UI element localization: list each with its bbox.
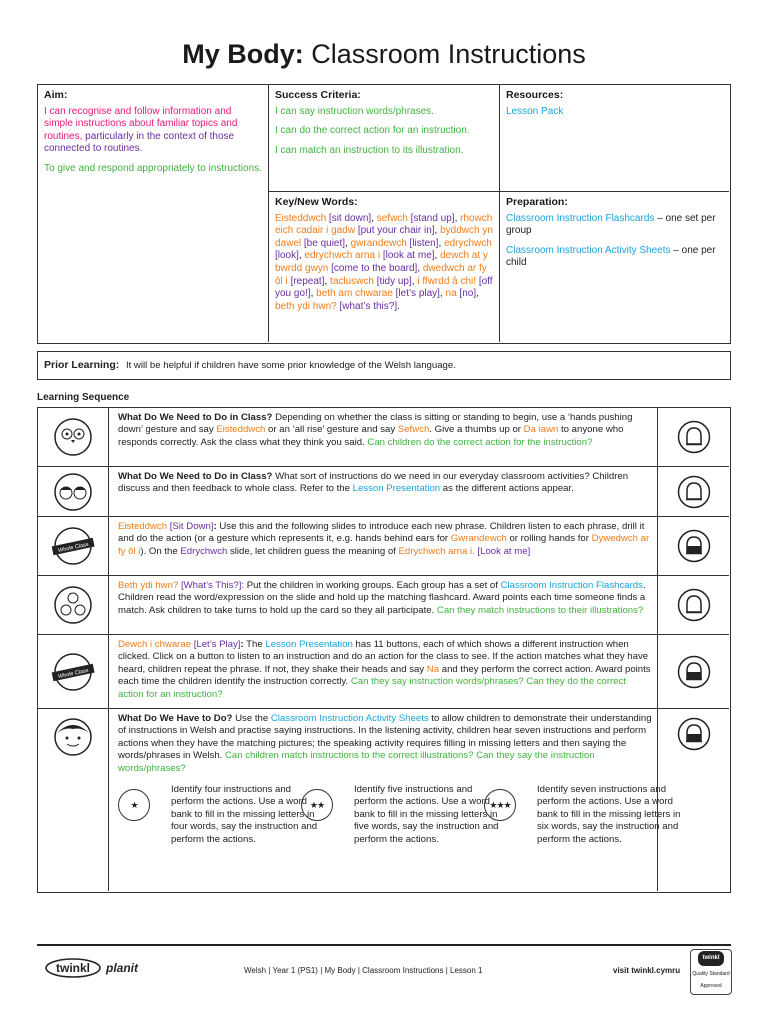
differentiation-text: Identify five instructions and perform the actions. Use a word bank to fill in the missing letters in five words, say the instruction and perform the actions. (354, 784, 499, 845)
sequence-text: Dewch i chwarae [Let’s Play]: The Lesson Presentation has 11 buttons, each of which shows a different instruction when clicked. Click on a button to listen to an instruction and do an action for the class to see. If the action matches what they have heard, children repeat the phrase. If not, they shake their heads and say Na and they perform the correct action. Award points each time the children identify the instruction correctly. Can they say instruction words/phrases? Can they do the correct action for an instruction? (118, 639, 651, 700)
sequence-text: What Do We Need to Do in Class? What sort of instructions do we need in our everyday classroom activities? Children discuss and then feedback to whole class. Refer to the Lesson Presentation as the different actions appear. (118, 471, 629, 495)
keywords-text: Eisteddwch [sit down], sefwch [stand up], rhowch eich cadair i gadw [put your chair in], byddwch yn dawel [be quiet], gwrandewch [listen], edrychwch [look], edrychwch arna i [look at me], dewch at y bwrdd gwyn [come to the board], dwedwch ar fy ôl i [repeat], tacluswch [tidy up], i ffwrdd â chi! [off you go!], beth am chwarae [let’s play], na [no], beth ydi hwn? [what’s this?]. (275, 212, 493, 312)
assessment-bell-icon (657, 635, 729, 708)
page-title: My Body: Classroom Instructions (182, 39, 586, 69)
lesson-overview-table (37, 84, 731, 344)
whole-class-icon (38, 635, 109, 708)
prior-learning-label: Prior Learning: (44, 359, 120, 371)
footer-lesson-info: Welsh | Year 1 (PS1) | My Body | Classroom Instructions | Lesson 1 (244, 966, 483, 975)
aim-text-2: To give and respond appropriately to instructions. (44, 162, 262, 174)
assessment-bell-icon (657, 517, 729, 575)
activity-sheets-link[interactable]: Classroom Instruction Activity Sheets (506, 244, 671, 256)
single-face-icon (38, 709, 109, 891)
sequence-row (38, 576, 729, 635)
assessment-bell-icon (657, 576, 729, 634)
preparation-cell: Preparation: Classroom Instruction Flashcards – one set per group Classroom Instruction Activity Sheets – one per child (500, 192, 729, 281)
lesson-pack-link[interactable]: Lesson Pack (506, 105, 564, 117)
assessment-bell-icon (657, 408, 729, 466)
svg-text:Whole Class: Whole Class (57, 541, 90, 555)
one-star-icon: ★ (118, 789, 150, 821)
learning-sequence-label: Learning Sequence (37, 392, 130, 403)
prior-learning-text: It will be helpful if children have some prior knowledge of the Welsh language. (125, 360, 456, 371)
success-criteria-header: Success Criteria: (275, 89, 361, 101)
aim-header: Aim: (44, 89, 68, 101)
aim-cell (38, 85, 268, 187)
success-item: I can say instruction words/phrases. (275, 105, 434, 117)
planit-logo: planit (106, 961, 138, 975)
differentiation-text: Identify four instructions and perform the actions. Use a word bank to fill in the missing letters in four words, say the instruction and perform the actions. (171, 784, 318, 845)
whole-class-icon (38, 517, 109, 575)
sequence-row (38, 635, 729, 709)
sequence-text: Eisteddwch [Sit Down]: Use this and the following slides to introduce each new phrase. Children listen to each phrase, drill it and do the action (or a gesture which represents it, e.g. hands behind ears for Gwrandewch or rolling hands for Dywedwch ar fy ôl i). On the Edrychwch slide, let children guess the meaning of Edrychwch arna i. [Look at me] (118, 521, 650, 557)
success-item: I can match an instruction to its illustration. (275, 144, 464, 156)
footer-divider (37, 944, 731, 946)
owl-icon (38, 408, 109, 466)
assessment-bell-icon (657, 467, 729, 516)
quality-badge: twinkl Quality Standard Approved (690, 949, 732, 995)
sequence-text: What Do We Have to Do? Use the Classroom Instruction Activity Sheets to allow children to demonstrate their understanding of instructions in Welsh and practise saying instructions. In the listening activity, children hear seven instructions and perform actions when they have the matching pictures; the speaking activity requires filling in missing letters and then saying the words/phrases in Welsh. Can children match instructions to the correct illustrations? Can they say the instruction words/phrases? (118, 713, 652, 774)
aim-text: I can recognise and follow information and simple instructions about familiar topics and routines, (44, 105, 238, 142)
sequence-row (38, 467, 729, 517)
two-star-icon: ★★ (301, 789, 333, 821)
resources-header: Resources: (506, 89, 564, 101)
keywords-cell (269, 192, 499, 317)
two-faces-icon (38, 467, 109, 516)
sequence-row (38, 408, 729, 467)
prior-learning-box (37, 351, 731, 380)
success-criteria-cell (269, 85, 499, 168)
aim-context: particularly in the context of those connected to routines. (44, 130, 235, 155)
svg-text:Whole Class: Whole Class (57, 667, 90, 680)
success-item: I can do the correct action for an instruction. (275, 125, 470, 137)
differentiation-text: Identify seven instructions and perform the actions. Use a word bank to fill in the missing letters in six words, say the instruction and perform the actions. (537, 784, 681, 845)
sequence-text: What Do We Need to Do in Class? Depending on whether the class is sitting or standing to begin, use a ‘hands pushing down’ gesture and say Eisteddwch or an ‘all rise’ gesture and say Sefwch. Give a thumbs up or Da iawn to anyone who responds correctly. Ask the class what they think you said. Can children do the correct action for the instruction? (118, 412, 633, 448)
sequence-text: Beth ydi hwn? [What’s This?]: Put the children in working groups. Each group has a set of Classroom Instruction Flashcards. Children read the word/expression on the slide and hold up the matching flashcard. Award points each time someone finds a match. Ask children to take turns to hold up the card so they all participate. Can they match instructions to their illustrations? (118, 580, 646, 616)
resources-cell (500, 85, 729, 129)
twinkl-logo (44, 955, 102, 986)
website-link[interactable]: visit twinkl.cymru (613, 966, 681, 975)
svg-text:twinkl: twinkl (55, 961, 91, 975)
flashcards-link[interactable]: Classroom Instruction Flashcards (506, 212, 655, 224)
group-icon (38, 576, 109, 634)
sequence-row (38, 517, 729, 576)
three-star-icon: ★★★ (484, 789, 516, 821)
preparation-header: Preparation: (506, 196, 568, 208)
keywords-header: Key/New Words: (275, 196, 358, 208)
